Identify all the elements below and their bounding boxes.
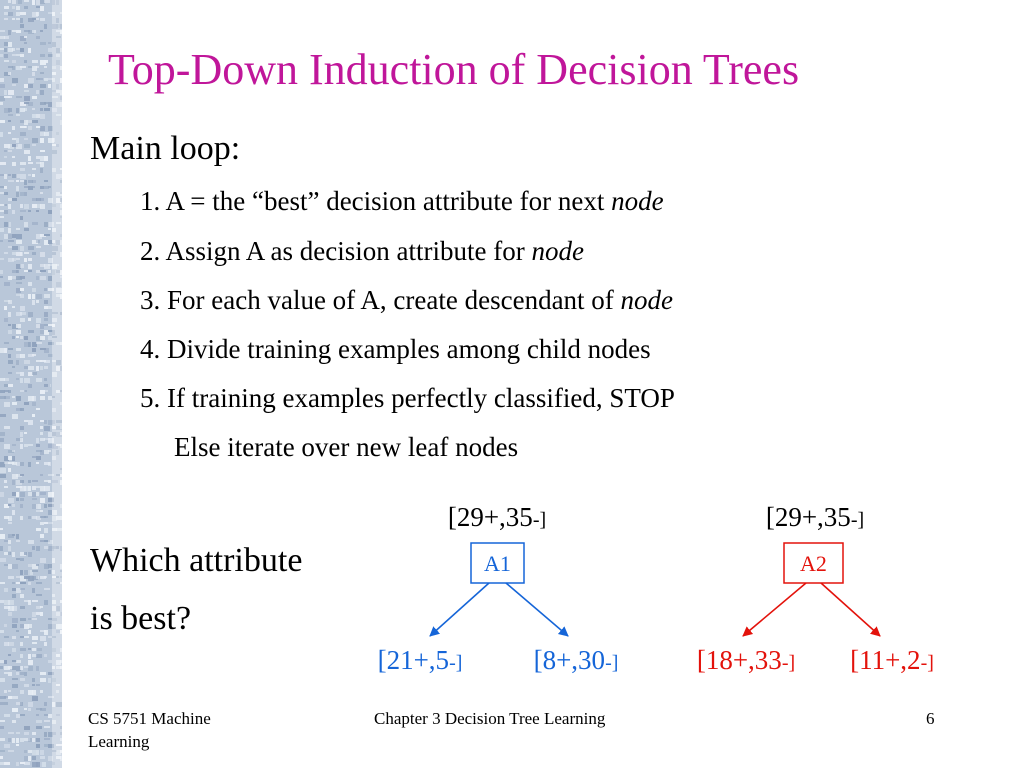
step-2-text: 2. Assign A as decision attribute for — [140, 236, 532, 266]
tree-a1-right-branch — [506, 583, 568, 636]
step-4-text: 4. Divide training examples among child nodes — [140, 334, 651, 364]
tree-a1-right-child-counts: [8+,30-] — [533, 645, 619, 675]
footer-page-number: 6 — [926, 709, 935, 728]
step-3-italic: node — [620, 285, 674, 315]
tree-a1 — [378, 502, 619, 675]
tree-a2-left-child-counts: [18+,33-] — [696, 645, 796, 675]
tree-a1-attribute-label: A1 — [484, 551, 511, 576]
tree-a2-right-child-counts: [11+,2-] — [850, 645, 934, 675]
tree-a2-right-branch — [821, 583, 880, 636]
tree-a2-attribute-label: A2 — [800, 551, 827, 576]
tree-a2-left-branch — [743, 583, 806, 636]
tree-a1-root-counts: [29+,35-] — [447, 502, 547, 532]
tree-a1-left-child-counts: [21+,5-] — [377, 645, 463, 675]
question-line-1: Which attribute — [90, 542, 303, 579]
step-3-text: 3. For each value of A, create descendant of — [140, 285, 621, 315]
slide-title: Top-Down Induction of Decision Trees — [108, 45, 800, 94]
main-loop-heading: Main loop: — [90, 130, 241, 167]
tree-a2 — [697, 502, 934, 675]
step-2-italic: node — [531, 236, 584, 266]
footer-course-line-1: CS 5751 Machine — [88, 709, 211, 728]
step-5-text: 5. If training examples perfectly classified, STOP — [140, 383, 675, 413]
footer-course-line-2: Learning — [88, 732, 150, 751]
step-5-continuation-text: Else iterate over new leaf nodes — [174, 432, 519, 462]
step-1-text: 1. A = the “best” decision attribute for next — [140, 186, 612, 216]
tree-a2-root-counts: [29+,35-] — [765, 502, 865, 532]
tree-a1-left-branch — [430, 583, 489, 636]
question-line-2: is best? — [90, 600, 192, 637]
step-1-italic: node — [611, 186, 664, 216]
footer-chapter: Chapter 3 Decision Tree Learning — [374, 709, 606, 728]
